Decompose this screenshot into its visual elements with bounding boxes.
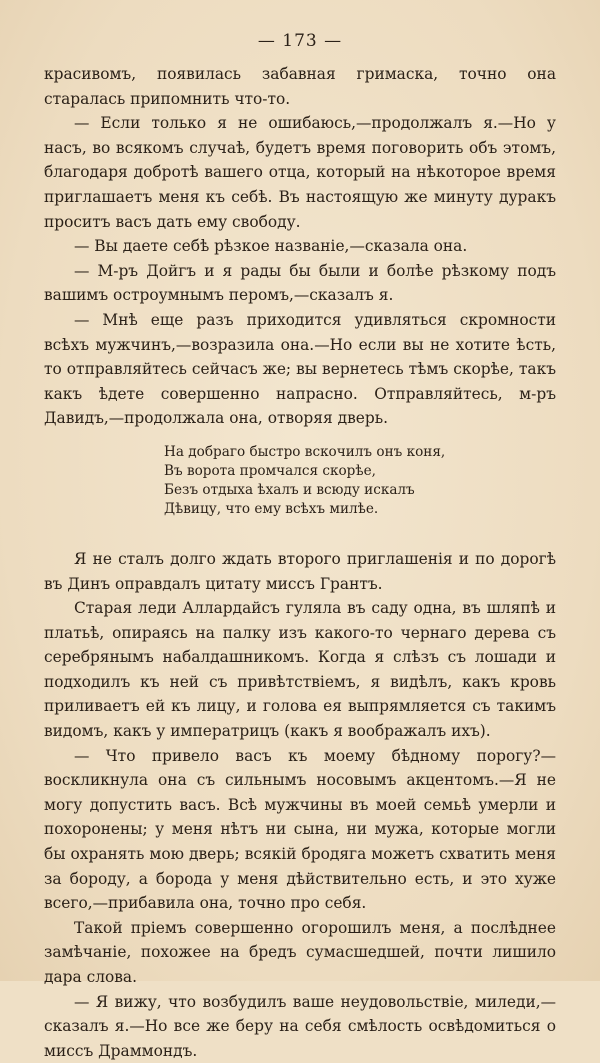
page-number: — 173 —	[257, 31, 343, 51]
verse-line: На добраго быстро вскочилъ онъ коня,	[164, 443, 446, 460]
paragraph: — М-ръ Дойгъ и я рады бы были и болѣе рѣзкому подъ вашимъ остроумнымъ перомъ,—сказалъ я.	[44, 261, 556, 305]
paragraph: — Что привело васъ къ моему бѣдному порогу?—воскликнула она съ сильнымъ носовымъ акцентомъ.—Я не могу допустить васъ. Всѣ мужчины въ моей семьѣ умерли и похоронены; у меня нѣтъ ни сына, ни мужа, которые могли бы охранять мою дверь; всякій бродяга можетъ схватить меня за бороду, а борода у меня дѣйствительно есть, и это хуже всего,—прибавила она, точно про себя.	[44, 746, 556, 913]
paragraph: Старая леди Аллардайсъ гуляла въ саду одна, въ шляпѣ и платьѣ, опираясь на палку изъ какого-то чернаго дерева съ серебрянымъ набалдашникомъ. Когда я слѣзъ съ лошади и подходилъ къ ней съ привѣтствіемъ, я видѣлъ, какъ кровь приливаетъ ей къ лицу, и голова ея выпрямляется съ такимъ видомъ, какъ у императрицъ (какъ я воображалъ ихъ).	[44, 599, 556, 741]
text-block-before	[44, 62, 556, 431]
verse-line: Безъ отдыха ѣхалъ и всюду искалъ	[164, 481, 415, 498]
verse-line: Въ ворота промчался скорѣе,	[164, 462, 376, 479]
text-block-after	[44, 547, 556, 1063]
paragraph: — Мнѣ еще разъ приходится удивляться скромности всѣхъ мужчинъ,—возразила она.—Но если вы не хотите ѣсть, то отправляйтесь сейчасъ же; вы вернетесь тѣмъ скорѣе, такъ какъ ѣдете совершенно напрасно. Отправляйтесь, м-ръ Давидъ,—продолжала она, отворяя дверь.	[44, 310, 556, 428]
verse-quote	[164, 443, 556, 519]
paragraph: — Я вижу, что возбудилъ ваше неудовольствіе, миледи,—сказалъ я.—Но все же беру на себя смѣлость освѣдомиться о миссъ Драммондъ.	[44, 992, 556, 1060]
verse-line: Дѣвицу, что ему всѣхъ милѣе.	[164, 500, 379, 517]
paragraph: — Вы даете себѣ рѣзкое названіе,—сказала она.	[74, 237, 468, 256]
paragraph: Такой пріемъ совершенно огорошилъ меня, а послѣднее замѣчаніе, похожее на бредъ сумасшедшей, почти лишило дара слова.	[44, 918, 556, 986]
paragraph: — Если только я не ошибаюсь,—продолжалъ я.—Но у насъ, во всякомъ случаѣ, будетъ время поговорить объ этомъ, благодаря добротѣ вашего отца, который на нѣкоторое время приглашаетъ меня къ себѣ. Въ настоящую же минуту дуракъ проситъ васъ дать ему свободу.	[44, 114, 556, 231]
paragraph: красивомъ, появилась забавная гримаска, точно она старалась припомнить что-то.	[44, 65, 556, 108]
paragraph: Я не сталъ долго ждать второго приглашенія и по дорогѣ въ Динъ оправдалъ цитату миссъ Грантъ.	[44, 549, 556, 593]
